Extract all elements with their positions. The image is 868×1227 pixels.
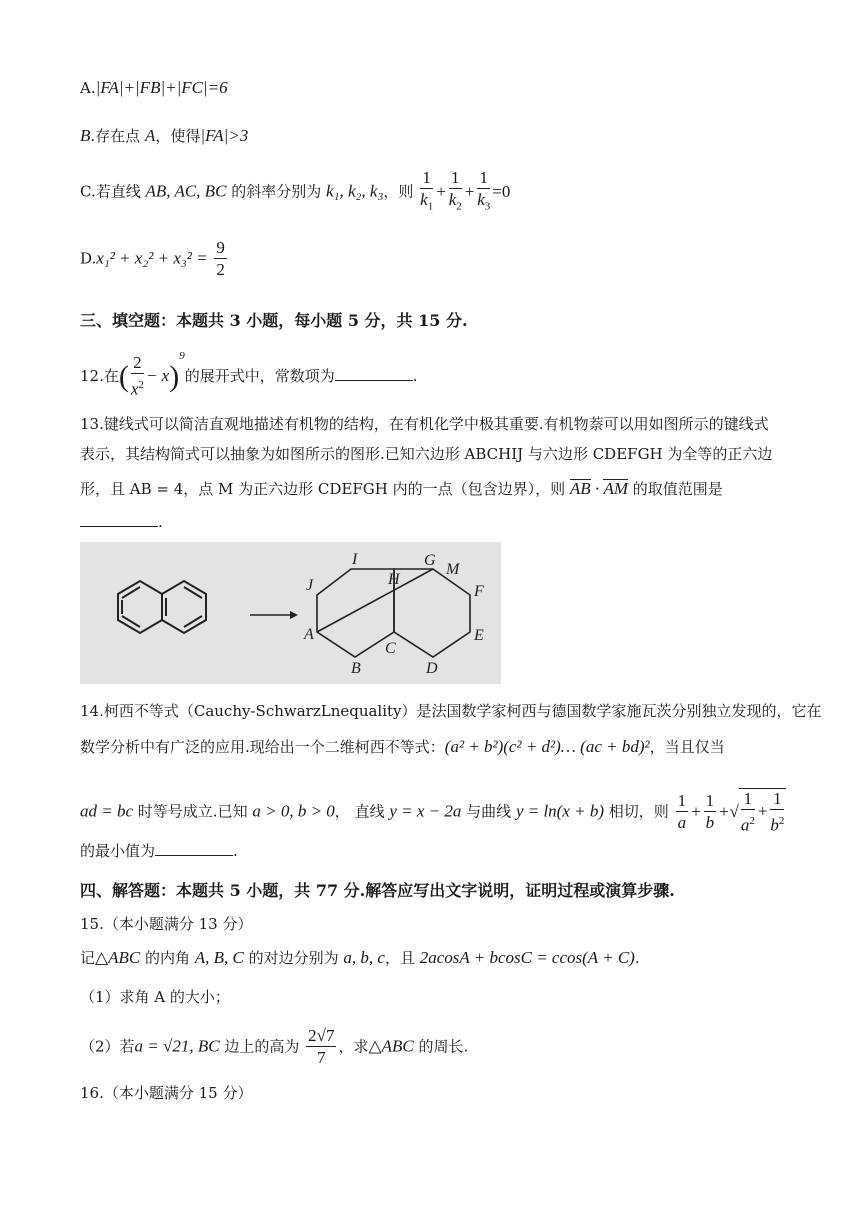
q14-line-eq: y = x − 2a bbox=[389, 801, 462, 821]
label-A: A bbox=[304, 626, 314, 643]
label-F: F bbox=[474, 583, 484, 600]
q13-line2: 表示，其结构简式可以抽象为如图所示的图形.已知六边形 ABCHIJ 与六边形 CDEFGH 为全等的正六边 bbox=[80, 445, 773, 463]
option-c-text: 的斜率分别为 bbox=[226, 182, 322, 201]
q13-line4 bbox=[80, 512, 163, 531]
q12-prefix: 12.在 bbox=[80, 367, 119, 385]
label-I: I bbox=[352, 551, 358, 568]
option-d-den: 2 bbox=[216, 260, 225, 279]
q14-line2 bbox=[80, 736, 725, 757]
q15-p2-text: 边上的高为 bbox=[219, 1037, 300, 1056]
q15-stem-b: 的内角 bbox=[140, 949, 195, 967]
q15-stem bbox=[80, 947, 640, 968]
naphthalene-skeleton bbox=[118, 581, 206, 633]
label-B: B bbox=[351, 660, 361, 677]
option-d-expr: x₁² + x₂² + x₃² = bbox=[96, 248, 208, 268]
q14-line2-text: 数学分析中有广泛的应用.现给出一个二维柯西不等式： bbox=[80, 738, 445, 756]
q15-p2-text2: ，求 bbox=[338, 1037, 369, 1056]
q15-part2 bbox=[80, 1026, 468, 1069]
q14-line2-tail: ，当且仅当 bbox=[649, 738, 725, 756]
option-d-num: 9 bbox=[216, 238, 225, 257]
q13-line1: 13.键线式可以简洁直观地描述有机物的结构，在有机化学中极其重要.有机物萘可以用如图所示的键线式 bbox=[80, 415, 769, 433]
q15-p2-triangle: △ABC bbox=[368, 1036, 414, 1056]
option-c-sum-fractions: $\frac{1}{k_1}$ + $\frac{1}{k_2}$ + $\frac{1}{k_3}$ =0 bbox=[420, 168, 511, 213]
option-b-point: A bbox=[144, 126, 156, 145]
label-G: G bbox=[424, 552, 436, 569]
q14-end: . bbox=[233, 842, 238, 860]
option-a-expr: |FA|+|FB|+|FC|=6 bbox=[95, 78, 228, 97]
option-d-label: D. bbox=[80, 249, 97, 268]
q14-line3 bbox=[80, 788, 786, 837]
q15-p2-prefix: （2）若 bbox=[80, 1037, 135, 1056]
option-b-text2: ，使得 bbox=[155, 127, 201, 145]
q14-text-d: ， 直线 bbox=[334, 802, 390, 821]
q13-line3 bbox=[80, 478, 723, 499]
q13-answer-blank bbox=[80, 512, 158, 527]
option-c bbox=[80, 168, 510, 217]
option-c-label: C.若直线 bbox=[80, 182, 141, 201]
option-b bbox=[80, 125, 248, 146]
q15-equation: 2acosA + bcosC = ccos(A + C) bbox=[419, 948, 635, 967]
q12-binomial: ( $\frac{2}{x^2}$ − x)$^9$ bbox=[118, 350, 185, 399]
q14-line4 bbox=[80, 840, 238, 861]
option-d bbox=[80, 238, 229, 281]
q12 bbox=[80, 350, 417, 401]
q13-end: . bbox=[158, 513, 163, 531]
q15-angles: A, B, C bbox=[194, 948, 244, 967]
option-b-expr: |FA|>3 bbox=[200, 126, 249, 145]
naphthalene-figure bbox=[80, 542, 501, 684]
q14-eq-condition: ad = bc bbox=[80, 801, 134, 821]
q15-stem-c: 的对边分别为 bbox=[243, 949, 344, 967]
q13-line3-text: 形，且 AB = 4，点 M 为正六边形 CDEFGH 内的一点（包含边界），则 bbox=[80, 480, 566, 498]
q13-line3-tail: 的取值范围是 bbox=[632, 480, 723, 498]
q14-curve-eq: y = ln(x + b) bbox=[515, 801, 605, 821]
q14-positivity: a > 0, b > 0 bbox=[252, 801, 335, 821]
section4-heading: 四、解答题：本题共 5 小题，共 77 分.解答应写出文字说明，证明过程或演算步骤. bbox=[80, 881, 675, 900]
q14-text-f: 与曲线 bbox=[461, 802, 516, 821]
label-H: H bbox=[388, 571, 400, 588]
q15-stem-d: ，且 bbox=[384, 949, 420, 967]
q15-triangle: △ABC bbox=[95, 948, 141, 967]
q13-vector-product: AB · AM bbox=[569, 479, 628, 498]
option-a-label: A. bbox=[80, 79, 96, 97]
arrow-icon bbox=[250, 611, 298, 619]
label-D: D bbox=[426, 660, 438, 677]
q14-line4-text: 的最小值为 bbox=[80, 842, 156, 860]
q12-suffix: 的展开式中，常数项为 bbox=[184, 367, 335, 385]
q15-stem-end: . bbox=[634, 949, 640, 967]
q15-part1: （1）求角 A 的大小； bbox=[80, 988, 230, 1006]
q15-height-den: 7 bbox=[317, 1048, 326, 1067]
option-c-sum-eq: =0 bbox=[492, 181, 511, 201]
option-c-text3: ，则 bbox=[383, 182, 414, 201]
q15-stem-a: 记 bbox=[80, 949, 96, 967]
label-E: E bbox=[474, 627, 484, 644]
q15-title: 15.（本小题满分 13 分） bbox=[80, 915, 253, 933]
figure-svg bbox=[80, 542, 501, 684]
label-C: C bbox=[385, 640, 396, 657]
label-J: J bbox=[306, 577, 314, 594]
q14-text-h: 相切，则 bbox=[604, 802, 669, 821]
option-b-text: .存在点 bbox=[90, 127, 141, 145]
label-M: M bbox=[446, 561, 460, 578]
option-a bbox=[80, 78, 228, 98]
q16-title: 16.（本小题满分 15 分） bbox=[80, 1084, 253, 1102]
option-d-fraction bbox=[214, 238, 227, 281]
q15-height-fraction bbox=[306, 1026, 336, 1069]
q12-end: . bbox=[412, 367, 418, 385]
section3-heading: 三、填空题：本题共 3 小题，每小题 5 分，共 15 分. bbox=[80, 311, 468, 330]
q14-cauchy-expr: (a² + b²)(c² + d²)… (ac + bd)² bbox=[444, 737, 650, 756]
q12-answer-blank bbox=[335, 366, 413, 381]
q15-p2-expr: a = √21, BC bbox=[134, 1036, 220, 1056]
option-c-lines: AB, AC, BC bbox=[145, 181, 227, 201]
q14-text-b: 时等号成立.已知 bbox=[133, 802, 253, 821]
option-c-ks: k₁, k₂, k₃ bbox=[325, 181, 384, 201]
q14-answer-blank bbox=[155, 841, 233, 856]
q14-line1: 14.柯西不等式（Cauchy-SchwarzLnequality）是法国数学家柯西与德国数学家施瓦茨分别独立发现的，它在 bbox=[80, 702, 822, 720]
q14-target-expr: $\frac{1}{a}$ + $\frac{1}{b}$ +√ $\frac{1}{a^2}$ + $\frac{1}{b^2}$ bbox=[677, 789, 785, 835]
q15-height-num: 2√7 bbox=[308, 1026, 335, 1045]
option-b-label: B bbox=[80, 126, 91, 145]
q15-sides: a, b, c bbox=[343, 948, 385, 967]
q15-p2-end: 的周长. bbox=[413, 1037, 469, 1056]
